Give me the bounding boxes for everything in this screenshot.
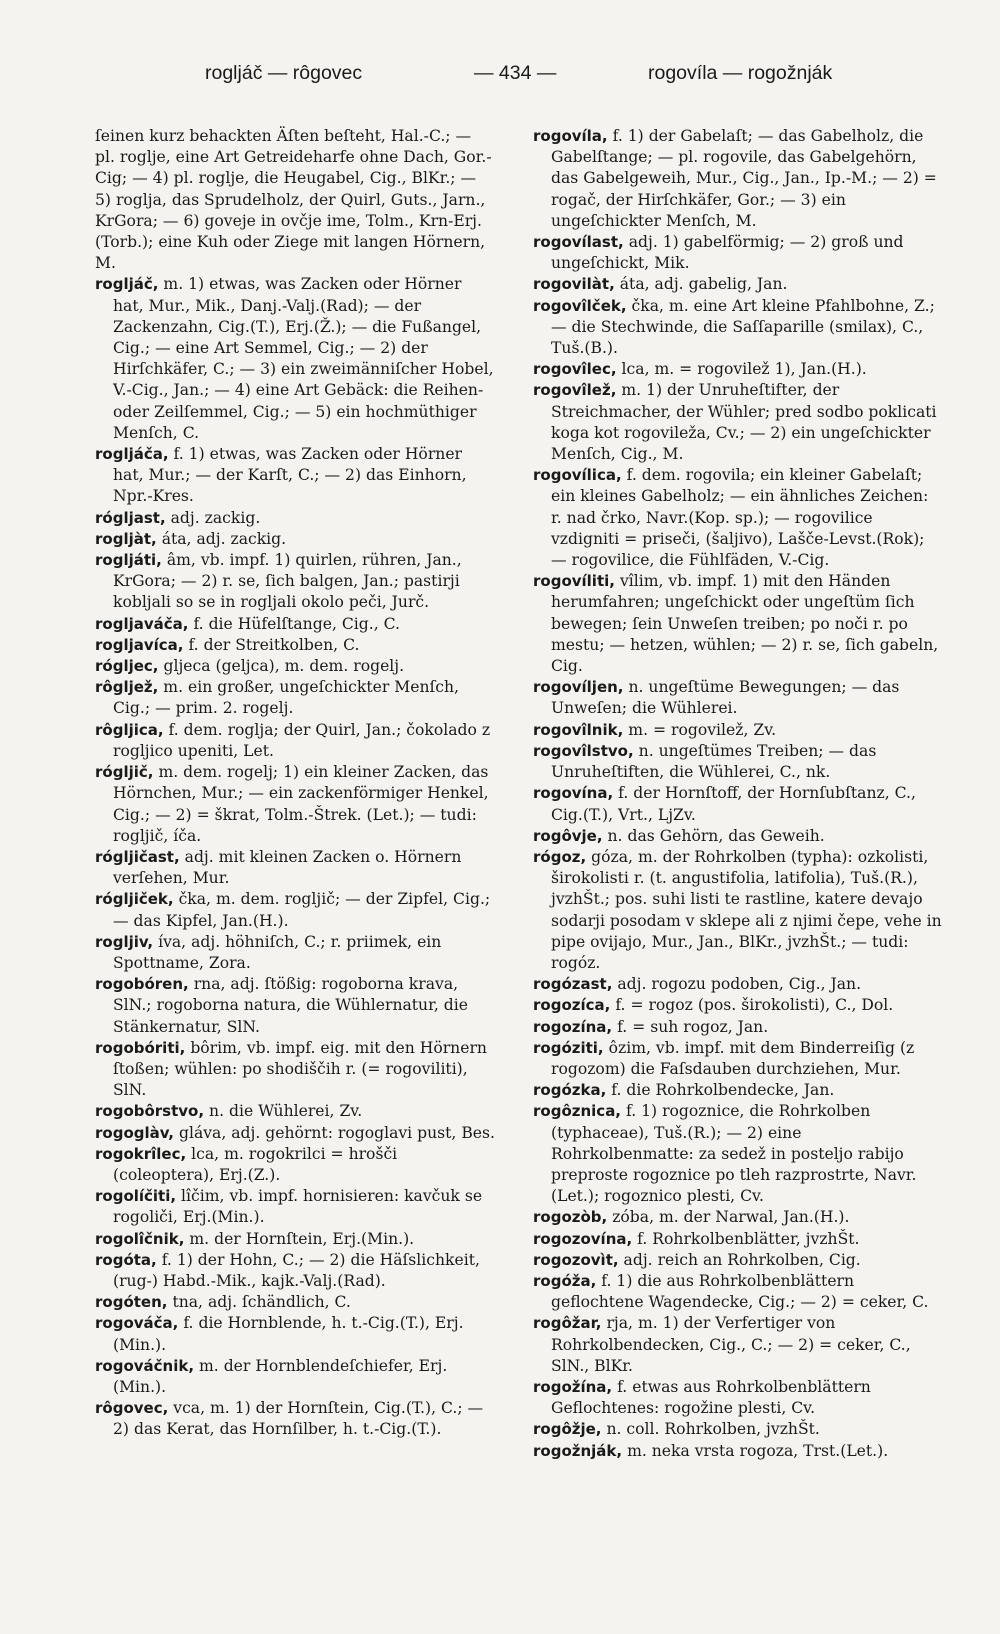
left-column bbox=[95, 126, 495, 1441]
dictionary-entry bbox=[533, 783, 943, 825]
entry-text: n. das Gehörn, das Geweih. bbox=[607, 826, 825, 845]
entry-headword: rogóziti, bbox=[533, 1038, 604, 1057]
entry-headword: rogovîlnik, bbox=[533, 720, 624, 739]
dictionary-entry bbox=[95, 720, 495, 762]
entry-headword: rogolíčiti, bbox=[95, 1187, 177, 1206]
dictionary-entry bbox=[95, 126, 495, 274]
entry-headword: rogovíliti, bbox=[533, 572, 615, 591]
entry-headword: rogóten, bbox=[95, 1293, 168, 1312]
entry-text: f. der Streitkolben, C. bbox=[188, 635, 360, 654]
dictionary-entry bbox=[533, 1250, 943, 1271]
entry-text: ôzim, vb. impf. mit dem Binderreiſig (z rogozom) die Faſsdauben durchziehen, Mur. bbox=[551, 1038, 915, 1078]
dictionary-entry bbox=[533, 826, 943, 847]
entry-headword: rogovîlstvo, bbox=[533, 741, 634, 760]
entry-headword: rogôvje, bbox=[533, 826, 603, 845]
dictionary-entry bbox=[533, 465, 943, 571]
dictionary-entry bbox=[95, 1398, 495, 1440]
dictionary-entry bbox=[95, 614, 495, 635]
dictionary-entry bbox=[533, 720, 943, 741]
dictionary-entry bbox=[533, 1441, 943, 1462]
entry-headword: rogljáč, bbox=[95, 275, 159, 294]
entry-text: m. neka vrsta rogoza, Trst.(Let.). bbox=[627, 1441, 889, 1460]
entry-text: m. = rogovilež, Zv. bbox=[628, 720, 777, 739]
entry-headword: rogôznica, bbox=[533, 1102, 622, 1121]
entry-headword: rogljaváča, bbox=[95, 614, 189, 633]
dictionary-entry bbox=[95, 1229, 495, 1250]
dictionary-entry bbox=[533, 380, 943, 465]
dictionary-entry bbox=[533, 126, 943, 232]
entry-headword: rogljiv, bbox=[95, 932, 154, 951]
dictionary-entry bbox=[95, 1038, 495, 1102]
dictionary-entry bbox=[533, 1101, 943, 1207]
entry-headword: rogljàt, bbox=[95, 529, 157, 548]
entry-headword: rogovíla, bbox=[533, 127, 608, 145]
entry-headword: rogovína, bbox=[533, 784, 614, 803]
dictionary-entry bbox=[95, 1144, 495, 1186]
entry-headword: rogovíljen, bbox=[533, 678, 624, 697]
entry-headword: rogljavíca, bbox=[95, 635, 184, 654]
dictionary-entry bbox=[95, 508, 495, 529]
dictionary-entry bbox=[533, 232, 943, 274]
entry-headword: rogobóren, bbox=[95, 975, 189, 994]
entry-text: tna, adj. ſchändlich, C. bbox=[172, 1293, 351, 1312]
entry-text: gláva, adj. gehörnt: rogoglavi pust, Bes. bbox=[178, 1123, 495, 1142]
entry-text: lca, m. rogokrilci = hrošči (coleoptera), Erj.(Z.). bbox=[113, 1144, 398, 1184]
entry-headword: rógoz, bbox=[533, 847, 587, 866]
dictionary-entry bbox=[533, 847, 943, 974]
entry-text: f. = suh rogoz, Jan. bbox=[617, 1017, 769, 1036]
entry-text: f. der Hornſtoff, der Hornſubſtanz, C., Cig.(T.), Vrt., LjZv. bbox=[551, 784, 916, 824]
dictionary-entry bbox=[95, 1356, 495, 1398]
entry-headword: rogovílast, bbox=[533, 233, 624, 252]
entry-headword: rogozovìt, bbox=[533, 1250, 619, 1269]
entry-headword: rôgovec, bbox=[95, 1399, 169, 1418]
header-left-guide-words: rogljáč — rôgovec bbox=[205, 62, 363, 84]
entry-text: f. = rogoz (pos. širokolisti), C., Dol. bbox=[615, 996, 894, 1015]
dictionary-entry bbox=[533, 296, 943, 360]
entry-text: m. ein großer, ungeſchickter Menſch, Cig.; — prim. 2. rogelj. bbox=[113, 678, 459, 718]
entry-text: ſeinen kurz behackten Äſten beſteht, Hal.-C.; — pl. roglje, eine Art Getreideharfe ohne Dach, Gor.-Cig; — 4) pl. roglje, die Heugabel, Cig., BlKr.; — 5) roglja, das Sprudelholz, der Quirl, Guts., Jarn., KrGora; — 6) goveje in ovčje ime, Tolm., Krn-Erj. (Torb.); eine Kuh oder Ziege mit langen Hörnern, M. bbox=[95, 127, 492, 273]
dictionary-entry bbox=[533, 1419, 943, 1440]
entry-text: n. coll. Rohrkolben, jvzhŠt. bbox=[606, 1420, 820, 1439]
dictionary-entry bbox=[533, 1038, 943, 1080]
entry-text: rja, m. 1) der Verfertiger von Rohrkolbendecken, Cig., C.; — 2) = ceker, C., SlN., BlKr. bbox=[551, 1314, 911, 1375]
entry-headword: rogolîčnik, bbox=[95, 1229, 185, 1248]
dictionary-entry bbox=[95, 762, 495, 847]
entry-text: n. ungeſtüme Bewegungen; — das Unweſen; die Wühlerei. bbox=[551, 678, 900, 718]
dictionary-entry bbox=[95, 889, 495, 931]
entry-text: čka, m. dem. rogljič; — der Zipfel, Cig.; — das Kipfel, Jan.(H.). bbox=[113, 890, 491, 930]
entry-text: áta, adj. gabelig, Jan. bbox=[619, 275, 788, 294]
entry-headword: rogôžar, bbox=[533, 1314, 602, 1333]
entry-headword: rogobóriti, bbox=[95, 1038, 186, 1057]
entry-headword: rogoglàv, bbox=[95, 1123, 174, 1142]
dictionary-entry bbox=[95, 1313, 495, 1355]
entry-text: gljeca (geljca), m. dem. rogelj. bbox=[163, 657, 405, 676]
entry-headword: rógljič, bbox=[95, 763, 154, 782]
entry-headword: rogokrîlec, bbox=[95, 1144, 187, 1163]
dictionary-entry bbox=[533, 359, 943, 380]
entry-headword: rógljiček, bbox=[95, 890, 174, 909]
dictionary-entry bbox=[95, 656, 495, 677]
entry-headword: rogožína, bbox=[533, 1377, 613, 1396]
dictionary-entry bbox=[95, 529, 495, 550]
dictionary-entry bbox=[95, 1186, 495, 1228]
entry-text: góza, m. der Rohrkolben (typha): ozkolisti, širokolisti r. (t. angustifolia, latifolia), Tuš.(R.), jvzhŠt.; pos. suhi listi te rastline, katere devajo sodarji posodam v sklepe ali z njimi čepe, vehe in pipe ovijajo, Mur., Jan., BlKr., jvzhŠt.; — tudi: rogóz. bbox=[551, 847, 942, 972]
page-header bbox=[0, 62, 1000, 102]
dictionary-entry bbox=[533, 571, 943, 677]
entry-text: vîlim, vb. impf. 1) mit den Händen herumfahren; ungeſchickt oder ungeſtüm ſich bewegen; ſein Unweſen treiben; po noči r. po mestu; — hetzen, wühlen; — 2) r. se, ſich gabeln, Cig. bbox=[551, 572, 939, 676]
entry-text: adj. reich an Rohrkolben, Cig. bbox=[623, 1250, 861, 1269]
dictionary-entry bbox=[95, 677, 495, 719]
entry-headword: rôgljež, bbox=[95, 678, 159, 697]
entry-headword: rogobôrstvo, bbox=[95, 1102, 205, 1121]
entry-text: f. die Rohrkolbendecke, Jan. bbox=[611, 1081, 835, 1100]
entry-text: íva, adj. höhniſch, C.; r. priimek, ein Spottname, Zora. bbox=[113, 932, 442, 972]
entry-text: f. 1) rogoznice, die Rohrkolben (typhaceae), Tuš.(R.); — 2) eine Rohrkolbenmatte: za sedež in posteljo rabijo preproste rogoznice po tleh razprostrte, Navr.(Let.); rogoznico plesti, Cv. bbox=[551, 1102, 917, 1206]
entry-headword: rogôžje, bbox=[533, 1420, 602, 1439]
entry-headword: rogováča, bbox=[95, 1314, 179, 1333]
entry-text: f. 1) der Hohn, C.; — 2) die Häſslichkeit, (rug-) Habd.-Mik., kajk.-Valj.(Rad). bbox=[113, 1250, 480, 1290]
entry-text: f. 1) der Gabelaſt; — das Gabelholz, die Gabelſtange; — pl. rogovile, das Gabelgehörn, das Gabelgeweih, Mur., Cig., Jan., Ip.-M.; — 2) = rogač, der Hirſchkäfer, Gor.; — 3) ein ungeſchickter Menſch, M. bbox=[551, 127, 937, 230]
entry-headword: rógljast, bbox=[95, 508, 166, 527]
entry-text: f. etwas aus Rohrkolbenblättern Geflochtenes: rogožine plesti, Cv. bbox=[551, 1377, 871, 1418]
dictionary-entry bbox=[533, 1313, 943, 1377]
page-number: — 434 — bbox=[474, 62, 557, 84]
entry-text: zóba, m. der Narwal, Jan.(H.). bbox=[612, 1208, 850, 1227]
dictionary-entry bbox=[95, 1101, 495, 1122]
entry-text: vca, m. 1) der Hornſtein, Cig.(T.), C.; — 2) das Kerat, das Hornſilber, h. t.-Cig.(T.). bbox=[113, 1399, 484, 1439]
entry-text: adj. zackig. bbox=[170, 508, 261, 527]
entry-headword: rogováčnik, bbox=[95, 1356, 195, 1375]
entry-text: adj. rogozu podoben, Cig., Jan. bbox=[617, 975, 862, 994]
entry-headword: rogovîlež, bbox=[533, 381, 617, 400]
entry-headword: rogóža, bbox=[533, 1271, 597, 1290]
dictionary-entry bbox=[533, 1229, 943, 1250]
entry-text: n. die Wühlerei, Zv. bbox=[209, 1102, 363, 1121]
entry-headword: rogovílica, bbox=[533, 466, 622, 485]
entry-headword: rogožnják, bbox=[533, 1441, 623, 1460]
entry-headword: rógljičast, bbox=[95, 847, 180, 866]
entry-headword: rogljáti, bbox=[95, 551, 162, 570]
entry-text: m. der Hornblendeſchiefer, Erj. (Min.). bbox=[113, 1356, 448, 1396]
entry-text: bôrim, vb. impf. eig. mit den Hörnern ſtoßen; wühlen: po shodiščih r. (= rogoviliti), SlN. bbox=[113, 1038, 487, 1100]
entry-text: rna, adj. ſtößig: rogoborna krava, SlN.; rogoborna natura, die Wühlernatur, die Stänkernatur, SlN. bbox=[113, 975, 468, 1036]
dictionary-entry bbox=[95, 635, 495, 656]
dictionary-entry bbox=[533, 1017, 943, 1038]
dictionary-entry bbox=[533, 677, 943, 719]
dictionary-entry bbox=[533, 741, 943, 783]
entry-text: f. Rohrkolbenblätter, jvzhŠt. bbox=[637, 1229, 860, 1248]
entry-text: m. 1) der Unruheſtifter, der Streichmacher, der Wühler; pred sodbo poklicati koga kot rogovileža, Cv.; — 2) ein ungeſchickter Menſch, Cig., M. bbox=[551, 381, 937, 464]
dictionary-entry bbox=[533, 274, 943, 295]
dictionary-entry bbox=[95, 1292, 495, 1313]
entry-text: f. die Hüfelſtange, Cig., C. bbox=[193, 614, 400, 633]
dictionary-entry bbox=[533, 1207, 943, 1228]
entry-headword: rogozína, bbox=[533, 1017, 613, 1036]
entry-headword: rogljáča, bbox=[95, 445, 169, 464]
entry-headword: rogovîlec, bbox=[533, 360, 617, 379]
entry-text: adj. 1) gabelförmig; — 2) groß und ungeſchickt, Mik. bbox=[551, 233, 904, 273]
entry-headword: rogózast, bbox=[533, 975, 613, 994]
dictionary-entry bbox=[95, 932, 495, 974]
entry-text: m. dem. rogelj; 1) ein kleiner Zacken, das Hörnchen, Mur.; — ein zackenförmiger Henkel, Cig.; — 2) = škrat, Tolm.-Štrek. (Let.); — tudi: rogljič, íča. bbox=[113, 763, 489, 845]
dictionary-entry bbox=[95, 1123, 495, 1144]
right-column bbox=[533, 126, 943, 1462]
entry-text: lca, m. = rogovilež 1), Jan.(H.). bbox=[621, 360, 867, 379]
entry-headword: rogozovína, bbox=[533, 1229, 633, 1248]
dictionary-entry bbox=[533, 974, 943, 995]
dictionary-entry bbox=[95, 444, 495, 508]
entry-text: m. 1) etwas, was Zacken oder Hörner hat, Mur., Mik., Danj.-Valj.(Rad); — der Zackenzahn, Cig.(T.), Erj.(Ž.); — die Fußangel, Cig.; — eine Art Semmel, Cig.; — 2) der Hirſchkäfer, C.; — 3) ein zweimänniſcher Hobel, V.-Cig., Jan.; — 4) eine Art Gebäck: die Reihen- oder Zeilſemmel, Cig.; — 5) ein hochmüthiger Menſch, C. bbox=[113, 275, 494, 442]
dictionary-entry bbox=[95, 1250, 495, 1292]
entry-text: âm, vb. impf. 1) quirlen, rühren, Jan., KrGora; — 2) r. se, ſich balgen, Jan.; pastirji kobljali so se in rogljali okolo peči, Jurč. bbox=[113, 551, 462, 612]
entry-text: f. dem. rogovila; ein kleiner Gabelaſt; ein kleines Gabelholz; — ein ähnliches Zeichen: r. nad črko, Navr.(Kop. sp.); — rogovilice vzdigniti = priseči, (šaljivo), Lašče-Levst.(Rok); — rogovilice, die Fühlfäden, V.-Cig. bbox=[551, 466, 929, 570]
entry-text: f. 1) etwas, was Zacken oder Hörner hat, Mur.; — der Karſt, C.; — 2) das Einhorn, Npr.-Kres. bbox=[113, 445, 467, 506]
entry-text: f. dem. roglja; der Quirl, Jan.; čokolado z rogljico upeniti, Let. bbox=[113, 720, 491, 760]
dictionary-entry bbox=[533, 1080, 943, 1101]
entry-text: lîčim, vb. impf. hornisieren: kavčuk se rogoliči, Erj.(Min.). bbox=[113, 1187, 483, 1227]
entry-headword: rôgljica, bbox=[95, 720, 164, 739]
entry-headword: rogózka, bbox=[533, 1081, 607, 1100]
entry-headword: rogóta, bbox=[95, 1250, 157, 1269]
entry-text: čka, m. eine Art kleine Pfahlbohne, Z.; — die Stechwinde, die Saſſaparille (smilax), C., Tuš.(B.). bbox=[551, 296, 935, 358]
entry-text: áta, adj. zackig. bbox=[161, 529, 287, 548]
entry-text: f. 1) die aus Rohrkolbenblättern geflochtene Wagendecke, Cig.; — 2) = ceker, C. bbox=[551, 1271, 929, 1312]
entry-headword: rogovîlček, bbox=[533, 296, 627, 315]
entry-text: m. der Hornſtein, Erj.(Min.). bbox=[189, 1229, 415, 1248]
dictionary-entry bbox=[95, 274, 495, 444]
entry-text: adj. mit kleinen Zacken o. Hörnern verſehen, Mur. bbox=[113, 847, 462, 888]
header-right-guide-words: rogovíla — rogožnják bbox=[648, 62, 833, 84]
dictionary-entry bbox=[95, 550, 495, 614]
dictionary-entry bbox=[533, 1377, 943, 1419]
entry-headword: rogozíca, bbox=[533, 996, 611, 1015]
entry-headword: rogovilàt, bbox=[533, 275, 615, 294]
dictionary-entry bbox=[533, 995, 943, 1016]
dictionary-entry bbox=[95, 847, 495, 889]
entry-text: f. die Hornblende, h. t.-Cig.(T.), Erj.(Min.). bbox=[113, 1314, 464, 1354]
dictionary-entry bbox=[533, 1271, 943, 1313]
entry-text: n. ungeſtümes Treiben; — das Unruheſtiften, die Wühlerei, C., nk. bbox=[551, 741, 877, 782]
dictionary-entry bbox=[95, 974, 495, 1038]
entry-headword: rogozòb, bbox=[533, 1208, 608, 1227]
entry-headword: rógljec, bbox=[95, 657, 159, 676]
